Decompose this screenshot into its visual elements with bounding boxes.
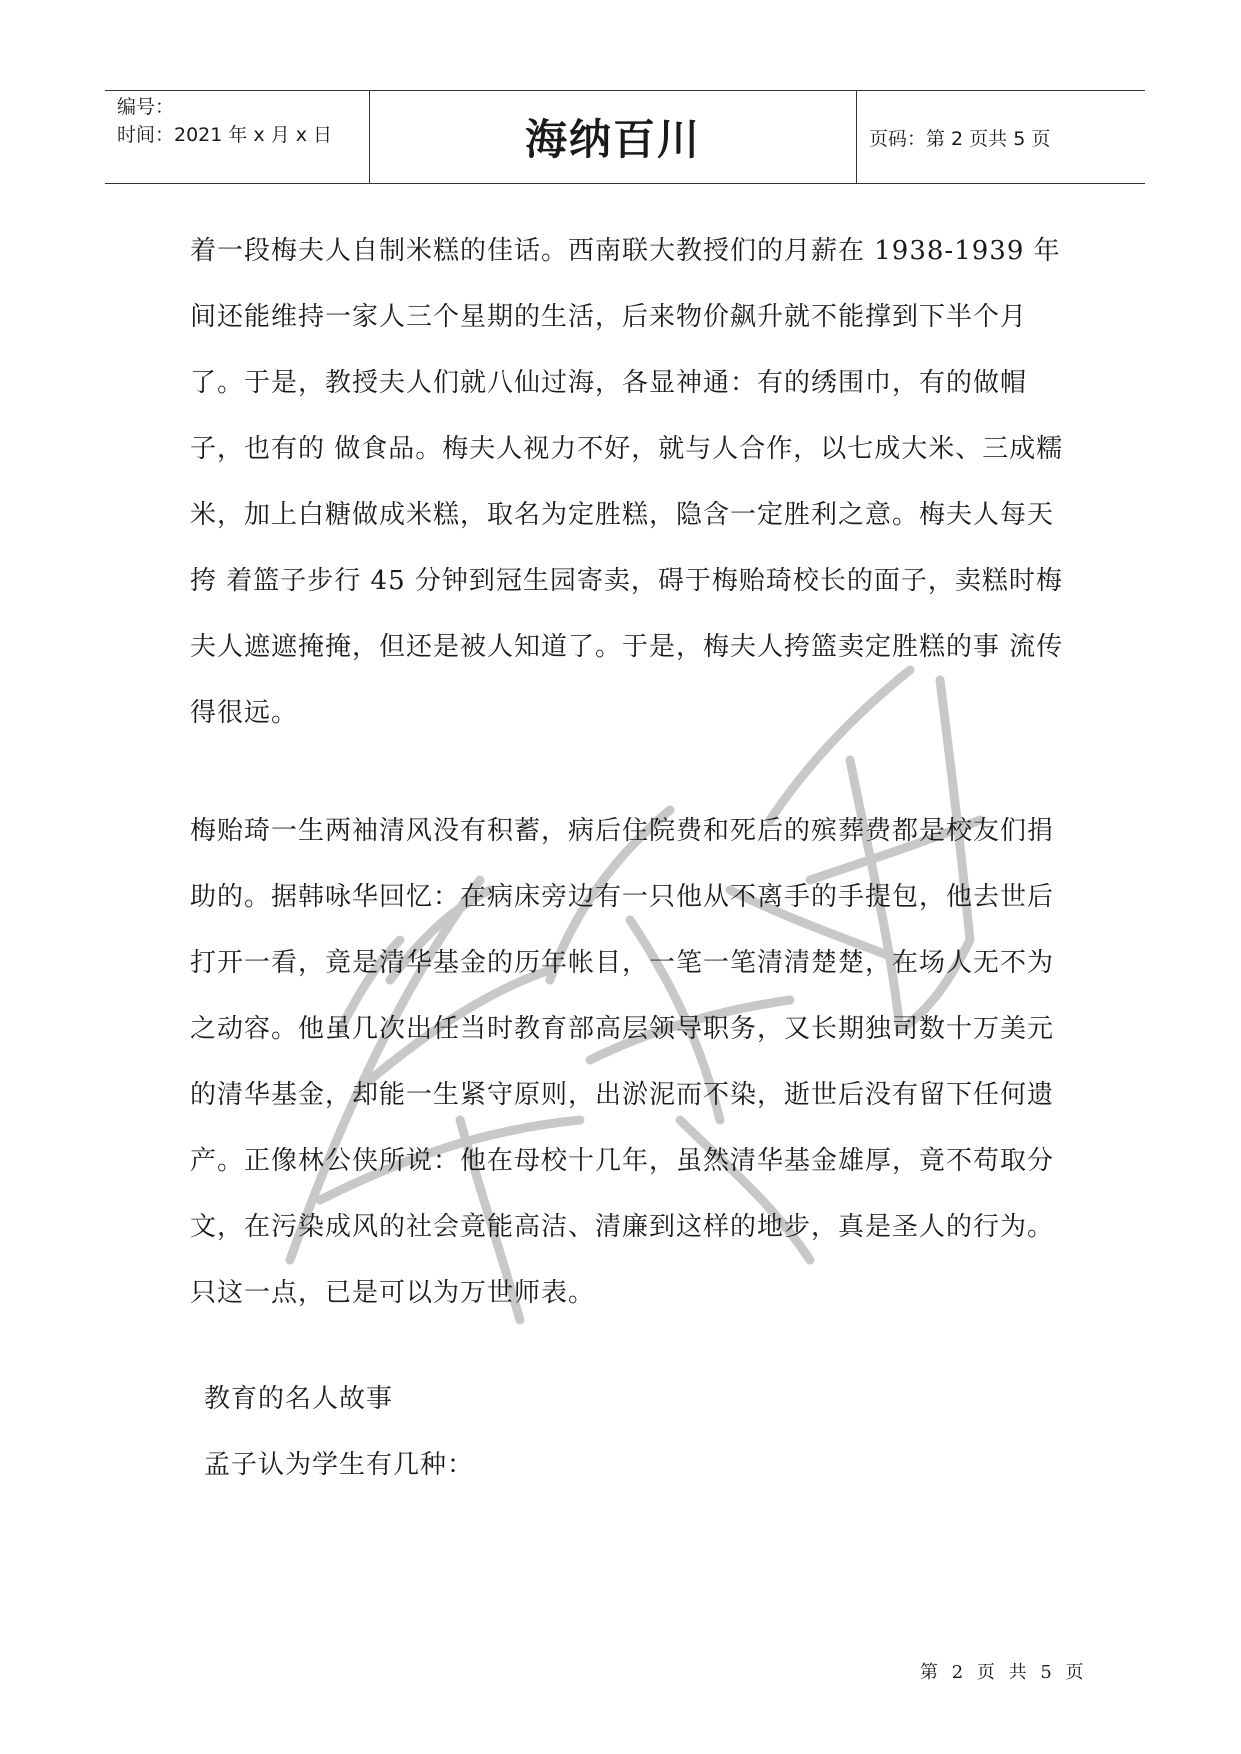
header-meta-cell (105, 91, 370, 183)
section-line: 孟子认为学生有几种： (204, 1450, 475, 1480)
header-number-label: 编号： (117, 96, 175, 118)
header-date: 时间：2021 年 x 月 x 日 (117, 124, 333, 146)
header-title-cell (370, 91, 857, 183)
header-page-number: 页码：第 2 页共 5 页 (869, 127, 1051, 150)
paragraph-2: 梅贻琦一生两袖清风没有积蓄，病后住院费和死后的殡葬费都是校友们捐助的。据韩咏华回忆：在病床旁边有一只他从不离手的手提包，他去世后打开一看，竟是清华基金的历年帐目，一笔一笔清清楚楚，在场人无不为之动容。他虽几次出任当时教育部高层领导职务，又长期独司数十万美元的清华基金，却能一生紧守原则，出淤泥而不染，逝世后没有留下任何遗产。正像林公侠所说：他在母校十几年，虽然清华基金雄厚，竟不苟取分文，在污染成风的社会竟能高洁、清廉到这样的地步，真是圣人的行为。只这一点，已是可以为万世师表。 (190, 816, 1055, 1308)
page-header (105, 90, 1145, 184)
header-title: 海纳百川 (524, 115, 701, 164)
header-page-cell (857, 91, 1145, 183)
paragraph-spacer (190, 746, 1070, 798)
paragraph-spacer (190, 1326, 1070, 1366)
page-footer: 第 2 页 共 5 页 (920, 1662, 1088, 1683)
section-heading: 教育的名人故事 (204, 1384, 394, 1414)
paragraph-1: 着一段梅夫人自制米糕的佳话。西南联大教授们的月薪在 1938-1939 年间还能维持一家人三个星期的生活，后来物价飙升就不能撑到下半个月了。于是，教授夫人们就八仙过海，各显神通：有的绣围巾，有的做帽子，也有的 做食品。梅夫人视力不好，就与人合作，以七成大米、三成糯米，加上白糖做成米糕，取名为定胜糕，隐含一定胜利之意。梅夫人每天挎 着篮子步行 45 分钟到冠生园寄卖，碍于梅贻琦校长的面子，卖糕时梅夫人遮遮掩掩，但还是被人知道了。于是，梅夫人挎篮卖定胜糕的事 流传得很远。 (190, 236, 1064, 728)
document-body (190, 218, 1070, 1498)
